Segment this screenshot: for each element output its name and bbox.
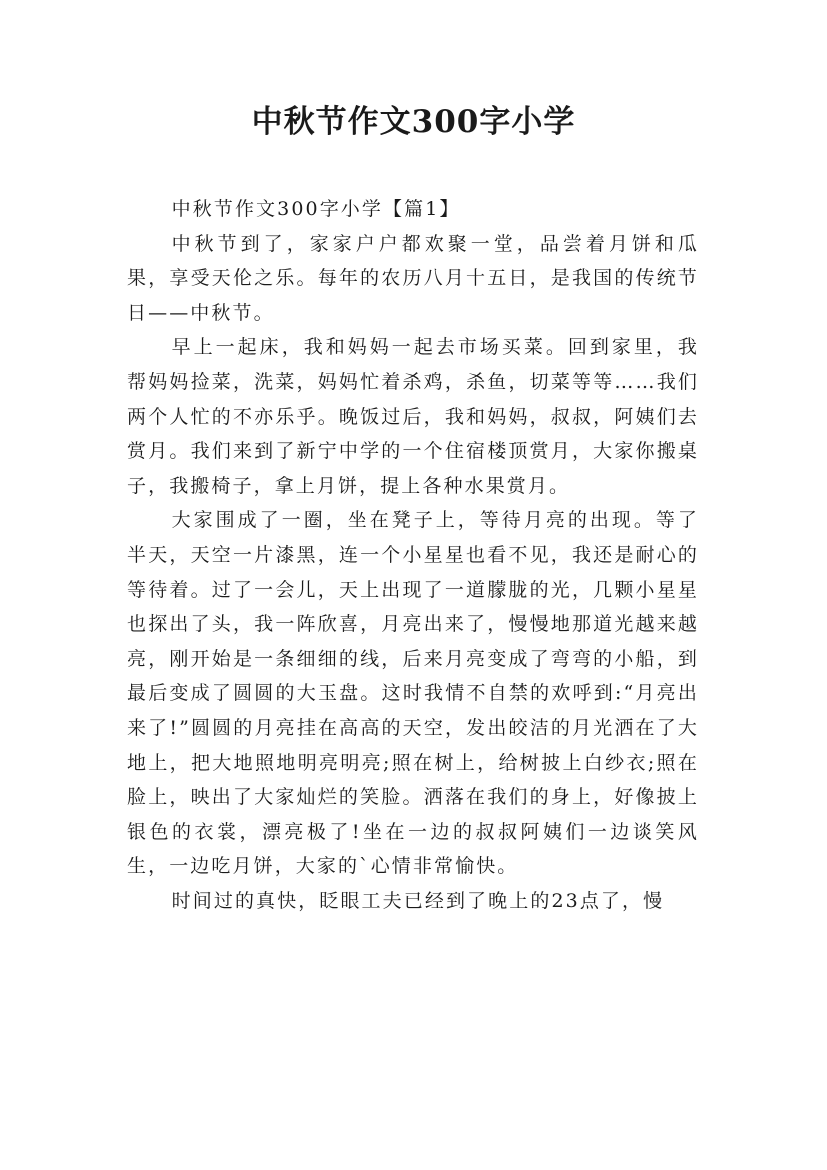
document-body [127, 192, 699, 918]
section-heading: 中秋节作文300字小学【篇1】 [171, 198, 461, 220]
paragraph-2: 早上一起床，我和妈妈一起去市场买菜。回到家里，我帮妈妈捡菜，洗菜，妈妈忙着杀鸡，杀鱼，切菜等等……我们两个人忙的不亦乐乎。晚饭过后，我和妈妈，叔叔，阿姨们去赏月。我们来到了新宁中学的一个住宿楼顶赏月，大家你搬桌子，我搬椅子，拿上月饼，提上各种水果赏月。 [127, 336, 699, 497]
document-title: 中秋节作文300字小学 [251, 104, 576, 140]
paragraph-3: 大家围成了一圈，坐在凳子上，等待月亮的出现。等了半天，天空一片漆黑，连一个小星星也看不见，我还是耐心的等待着。过了一会儿，天上出现了一道朦胧的光，几颗小星星也探出了头，我一阵欣喜，月亮出来了，慢慢地那道光越来越亮，刚开始是一条细细的线，后来月亮变成了弯弯的小船，到最后变成了圆圆的大玉盘。这时我情不自禁的欢呼到:“月亮出来了!”圆圆的月亮挂在高高的天空，发出皎洁的月光洒在了大地上，把大地照地明亮明亮;照在树上，给树披上白纱衣;照在脸上，映出了大家灿烂的笑脸。洒落在我们的身上，好像披上银色的衣裳，漂亮极了!坐在一边的叔叔阿姨们一边谈笑风生，一边吃月饼，大家的`心情非常愉快。 [127, 509, 699, 878]
paragraph-4: 时间过的真快，眨眼工夫已经到了晚上的23点了，慢 [171, 889, 665, 912]
paragraph-1: 中秋节到了，家家户户都欢聚一堂，品尝着月饼和瓜果，享受天伦之乐。每年的农历八月十五日，是我国的传统节日——中秋节。 [127, 232, 699, 324]
